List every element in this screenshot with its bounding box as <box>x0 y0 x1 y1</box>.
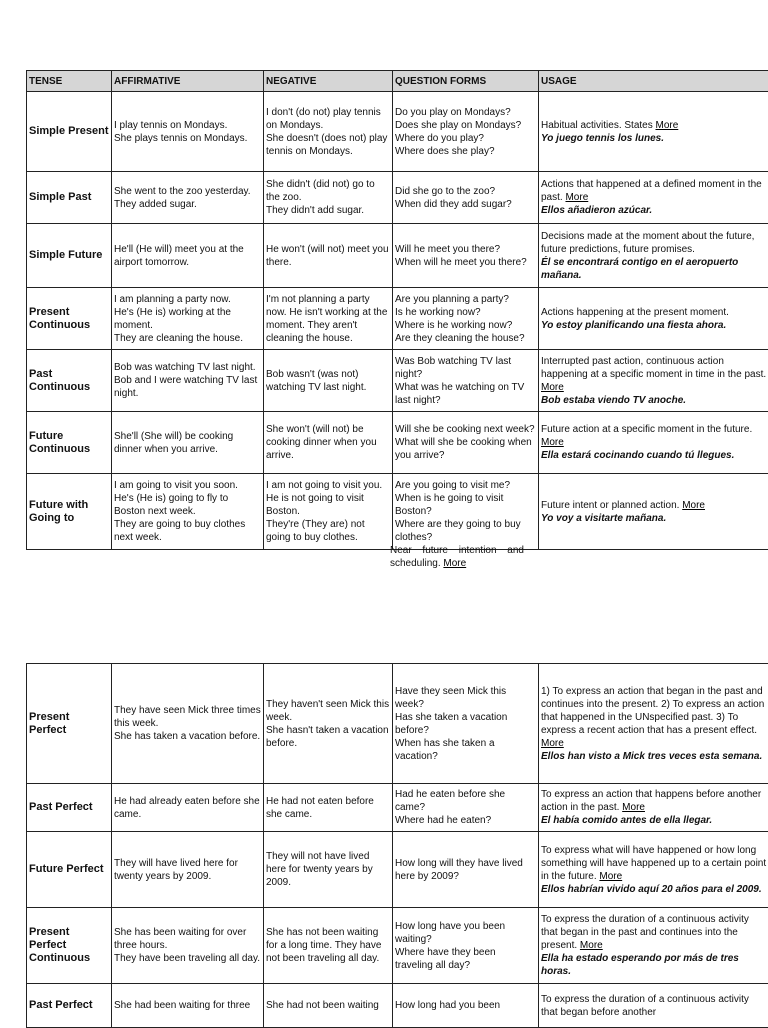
spanish-example: Ella ha estado esperando por más de tres horas. <box>541 952 767 978</box>
example-sentence: Will she be cooking next week? <box>395 423 536 436</box>
example-sentence: What will she be cooking when you arrive? <box>395 436 536 462</box>
more-link[interactable]: More <box>541 437 564 448</box>
more-link[interactable]: More <box>580 940 603 951</box>
spanish-example: Yo voy a visitarte mañana. <box>541 512 767 525</box>
table-row <box>27 172 768 224</box>
going-to-note <box>390 544 524 570</box>
note-text: Near future intention and scheduling. <box>390 545 524 569</box>
example-sentence: When did they add sugar? <box>395 198 536 211</box>
header-affirmative: AFFIRMATIVE <box>112 71 264 92</box>
question-cell <box>393 664 539 784</box>
usage-cell <box>539 664 768 784</box>
table-row <box>27 412 768 474</box>
example-sentence: She has been waiting for over three hours. <box>114 926 261 952</box>
question-cell <box>393 832 539 908</box>
example-sentence: She won't (will not) be cooking dinner when you arrive. <box>266 423 390 462</box>
affirmative-cell <box>112 474 264 550</box>
example-sentence: They didn't add sugar. <box>266 204 390 217</box>
usage-text: Future action at a specific moment in the future. <box>541 424 752 435</box>
example-sentence: They added sugar. <box>114 198 261 211</box>
more-link[interactable]: More <box>599 871 622 882</box>
spanish-example: Ellos añadieron azúcar. <box>541 204 767 217</box>
example-sentence: Where do you play? <box>395 132 536 145</box>
example-sentence: Have they seen Mick this week? <box>395 685 536 711</box>
spanish-example: Ellos habrían vivido aquí 20 años para el 2009. <box>541 883 767 896</box>
example-sentence: Bob wasn't (was not) watching TV last night. <box>266 368 390 394</box>
usage-text: Interrupted past action, continuous action happening at a specific moment in time in the past. <box>541 356 766 380</box>
example-sentence: She had been waiting for three <box>114 999 261 1012</box>
example-sentence: When has she taken a vacation? <box>395 737 536 763</box>
spanish-example: Yo juego tennis los lunes. <box>541 132 767 145</box>
more-link[interactable]: More <box>443 558 466 569</box>
negative-cell <box>264 172 393 224</box>
example-sentence: Is he working now? <box>395 306 536 319</box>
more-link[interactable]: More <box>656 120 679 131</box>
question-cell <box>393 350 539 412</box>
tense-cell: Future Perfect <box>27 832 112 908</box>
table-row <box>27 784 768 832</box>
usage-text: Future intent or planned action. <box>541 500 682 511</box>
question-cell <box>393 92 539 172</box>
example-sentence: Where have they been traveling all day? <box>395 946 536 972</box>
question-cell <box>393 288 539 350</box>
affirmative-cell <box>112 350 264 412</box>
example-sentence: He won't (will not) meet you there. <box>266 243 390 269</box>
usage-cell <box>539 784 768 832</box>
example-sentence: She went to the zoo yesterday. <box>114 185 261 198</box>
example-sentence: Do you play on Mondays? <box>395 106 536 119</box>
example-sentence: She'll (She will) be cooking dinner when you arrive. <box>114 430 261 456</box>
usage-text: Decisions made at the moment about the future, future predictions, future promises. <box>541 231 754 255</box>
example-sentence: She doesn't (does not) play tennis on Mondays. <box>266 132 390 158</box>
example-sentence: How long had you been <box>395 999 536 1012</box>
example-sentence: He's (He is) working at the moment. <box>114 306 261 332</box>
spanish-example: Yo estoy planificando una fiesta ahora. <box>541 319 767 332</box>
example-sentence: Had he eaten before she came? <box>395 788 536 814</box>
table-row <box>27 92 768 172</box>
usage-cell <box>539 350 768 412</box>
tense-table-bottom <box>26 663 768 1028</box>
negative-cell <box>264 832 393 908</box>
usage-text: To express the duration of a continuous activity that began in the past and continues into the present. <box>541 914 749 951</box>
header-negative: NEGATIVE <box>264 71 393 92</box>
header-row <box>27 71 768 92</box>
usage-cell <box>539 832 768 908</box>
usage-text: Actions happening at the present moment. <box>541 307 729 318</box>
header-tense: TENSE <box>27 71 112 92</box>
table-row <box>27 664 768 784</box>
example-sentence: When is he going to visit Boston? <box>395 492 536 518</box>
table-row <box>27 984 768 1028</box>
usage-cell <box>539 908 768 984</box>
negative-cell <box>264 908 393 984</box>
more-link[interactable]: More <box>565 192 588 203</box>
spanish-example: Bob estaba viendo TV anoche. <box>541 394 767 407</box>
example-sentence: Has she taken a vacation before? <box>395 711 536 737</box>
example-sentence: They haven't seen Mick this week. <box>266 698 390 724</box>
usage-text: Actions that happened at a defined moment in the past. <box>541 179 762 203</box>
more-link[interactable]: More <box>622 802 645 813</box>
tense-cell: Future with Going to <box>27 474 112 550</box>
example-sentence: Will he meet you there? <box>395 243 536 256</box>
usage-cell <box>539 92 768 172</box>
affirmative-cell <box>112 224 264 288</box>
example-sentence: Did she go to the zoo? <box>395 185 536 198</box>
example-sentence: She has taken a vacation before. <box>114 730 261 743</box>
affirmative-cell <box>112 412 264 474</box>
example-sentence: They are cleaning the house. <box>114 332 261 345</box>
spanish-example: Él se encontrará contigo en el aeropuerto mañana. <box>541 256 767 282</box>
tense-cell: Present Perfect Continuous <box>27 908 112 984</box>
spanish-example: El había comido antes de ella llegar. <box>541 814 767 827</box>
example-sentence: Where is he working now? <box>395 319 536 332</box>
example-sentence: He is not going to visit Boston. <box>266 492 390 518</box>
tense-cell: Simple Past <box>27 172 112 224</box>
affirmative-cell <box>112 92 264 172</box>
example-sentence: Where had he eaten? <box>395 814 536 827</box>
example-sentence: She didn't (did not) go to the zoo. <box>266 178 390 204</box>
example-sentence: Where are they going to buy clothes? <box>395 518 536 544</box>
usage-text: Habitual activities. States <box>541 120 656 131</box>
header-usage: USAGE <box>539 71 768 92</box>
negative-cell <box>264 784 393 832</box>
usage-cell <box>539 984 768 1028</box>
example-sentence: He had already eaten before she came. <box>114 795 261 821</box>
table-row <box>27 350 768 412</box>
question-cell <box>393 984 539 1028</box>
example-sentence: Where does she play? <box>395 145 536 158</box>
header-question-forms: QUESTION FORMS <box>393 71 539 92</box>
usage-cell <box>539 288 768 350</box>
negative-cell <box>264 984 393 1028</box>
tense-cell: Future Continuous <box>27 412 112 474</box>
tense-cell: Past Perfect <box>27 984 112 1028</box>
question-cell <box>393 224 539 288</box>
example-sentence: She has not been waiting for a long time. They have not been traveling all day. <box>266 926 390 965</box>
question-cell <box>393 784 539 832</box>
usage-text: To express what will have happened or how long something will have happened up to a certain point in the future. <box>541 845 766 882</box>
example-sentence: They have been traveling all day. <box>114 952 261 965</box>
negative-cell <box>264 412 393 474</box>
example-sentence: Does she play on Mondays? <box>395 119 536 132</box>
negative-cell <box>264 474 393 550</box>
usage-cell <box>539 474 768 550</box>
affirmative-cell <box>112 664 264 784</box>
table-row <box>27 832 768 908</box>
negative-cell <box>264 288 393 350</box>
table-row <box>27 908 768 984</box>
affirmative-cell <box>112 288 264 350</box>
negative-cell <box>264 664 393 784</box>
example-sentence: How long will they have lived here by 2009? <box>395 857 536 883</box>
usage-cell <box>539 172 768 224</box>
example-sentence: They will not have lived here for twenty years by 2009. <box>266 850 390 889</box>
example-sentence: He'll (He will) meet you at the airport tomorrow. <box>114 243 261 269</box>
example-sentence: I am not going to visit you. <box>266 479 390 492</box>
tense-cell: Past Perfect <box>27 784 112 832</box>
affirmative-cell <box>112 832 264 908</box>
question-cell <box>393 908 539 984</box>
example-sentence: When will he meet you there? <box>395 256 536 269</box>
example-sentence: I play tennis on Mondays. <box>114 119 261 132</box>
usage-text: To express an action that happens before another action in the past. <box>541 789 761 813</box>
example-sentence: They are going to buy clothes next week. <box>114 518 261 544</box>
question-cell <box>393 172 539 224</box>
affirmative-cell <box>112 908 264 984</box>
table-row <box>27 474 768 550</box>
example-sentence: They will have lived here for twenty years by 2009. <box>114 857 261 883</box>
negative-cell <box>264 350 393 412</box>
tense-cell: Present Continuous <box>27 288 112 350</box>
tense-cell: Present Perfect <box>27 664 112 784</box>
tense-cell: Past Continuous <box>27 350 112 412</box>
table-row <box>27 288 768 350</box>
affirmative-cell <box>112 784 264 832</box>
example-sentence: They're (They are) not going to buy clothes. <box>266 518 390 544</box>
example-sentence: What was he watching on TV last night? <box>395 381 536 407</box>
example-sentence: I don't (do not) play tennis on Mondays. <box>266 106 390 132</box>
example-sentence: Was Bob watching TV last night? <box>395 355 536 381</box>
usage-cell <box>539 224 768 288</box>
spanish-example: Ellos han visto a Mick tres veces esta semana. <box>541 750 767 763</box>
tense-cell: Simple Present <box>27 92 112 172</box>
example-sentence: Are you going to visit me? <box>395 479 536 492</box>
usage-cell <box>539 412 768 474</box>
example-sentence: Bob was watching TV last night. <box>114 361 261 374</box>
usage-text: 1) To express an action that began in the past and continues into the present. 2) To express an action that happened in the UNspecified past. 3) To express a recent action that has a present effect. <box>541 686 764 736</box>
question-cell <box>393 474 539 550</box>
example-sentence: He had not eaten before she came. <box>266 795 390 821</box>
affirmative-cell <box>112 984 264 1028</box>
example-sentence: She had not been waiting <box>266 999 390 1012</box>
example-sentence: They have seen Mick three times this week. <box>114 704 261 730</box>
tense-cell: Simple Future <box>27 224 112 288</box>
question-cell <box>393 412 539 474</box>
affirmative-cell <box>112 172 264 224</box>
tense-table-top <box>26 70 768 550</box>
more-link[interactable]: More <box>541 382 564 393</box>
example-sentence: Are you planning a party? <box>395 293 536 306</box>
example-sentence: How long have you been waiting? <box>395 920 536 946</box>
more-link[interactable]: More <box>682 500 705 511</box>
spanish-example: Ella estará cocinando cuando tú llegues. <box>541 449 767 462</box>
negative-cell <box>264 92 393 172</box>
more-link[interactable]: More <box>541 738 564 749</box>
example-sentence: I am going to visit you soon. <box>114 479 261 492</box>
example-sentence: Are they cleaning the house? <box>395 332 536 345</box>
negative-cell <box>264 224 393 288</box>
table-row <box>27 224 768 288</box>
example-sentence: She plays tennis on Mondays. <box>114 132 261 145</box>
example-sentence: Bob and I were watching TV last night. <box>114 374 261 400</box>
usage-text: To express the duration of a continuous activity that began before another <box>541 994 749 1018</box>
example-sentence: He's (He is) going to fly to Boston next week. <box>114 492 261 518</box>
example-sentence: I'm not planning a party now. He isn't working at the moment. They aren't cleaning the house. <box>266 293 390 345</box>
example-sentence: She hasn't taken a vacation before. <box>266 724 390 750</box>
example-sentence: I am planning a party now. <box>114 293 261 306</box>
